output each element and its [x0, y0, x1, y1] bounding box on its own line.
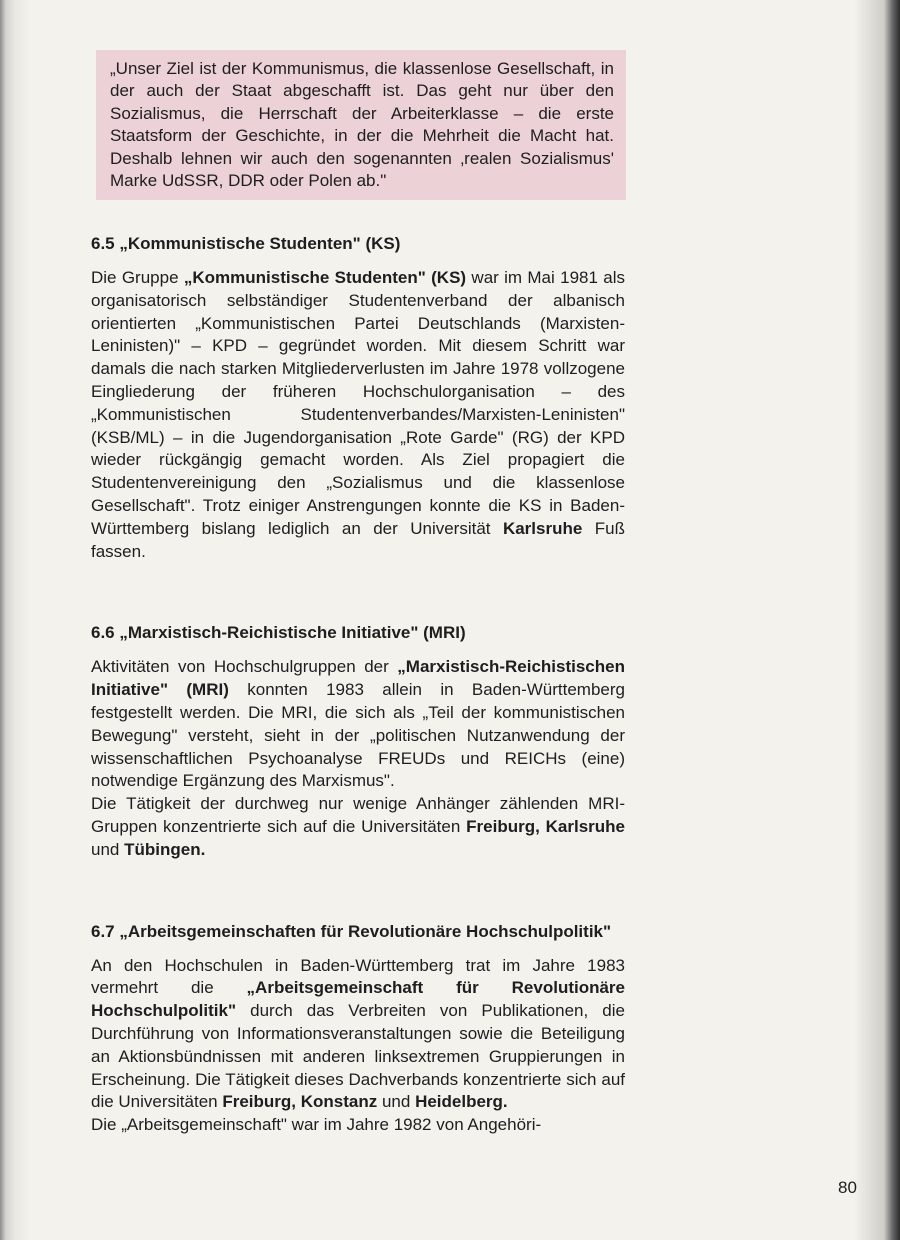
section-heading-6-7: 6.7 „Arbeitsgemeinschaften für Revolutionäre Hochschulpolitik"	[91, 921, 612, 941]
section-6-5	[91, 232, 625, 563]
section-6-7-paragraph-2: Die „Arbeitsgemeinschaft" war im Jahre 1982 von Angehöri-	[91, 1115, 542, 1135]
section-6-7	[91, 920, 625, 1137]
highlighted-quote-box	[96, 50, 626, 200]
section-heading-6-5: 6.5 „Kommunistische Studenten" (KS)	[91, 234, 401, 253]
section-6-5-paragraph: Die Gruppe „Kommunistische Studenten" (KS) war im Mai 1981 als organisatorisch selbständiger Studentenverband der albanisch orientierten „Kommunistischen Partei Deutschlands (Marxisten-Leninisten)" – KPD – gegründet worden. Mit diesem Schritt war damals die nach starken Mitgliederverlusten im Jahre 1978 vollzogene Eingliederung der früheren Hochschulorganisation – des „Kommunistischen Studentenverbandes/Marxisten-Leninisten" (KSB/ML) – in die Jugendorganisation „Rote Garde" (RG) der KPD wieder rückgängig gemacht worden. Als Ziel propagiert die Studentenvereinigung den „Sozialismus und die klassenlose Gesellschaft". Trotz einiger Anstrengungen konnte die KS in Baden-Württemberg bislang lediglich an der Universität Karlsruhe Fuß fassen.	[91, 268, 625, 561]
section-6-6-paragraph-2: Die Tätigkeit der durchweg nur wenige Anhänger zählenden MRI-Gruppen konzentrierte sich auf die Universitäten Freiburg, Karlsruhe und Tübingen.	[91, 794, 625, 859]
section-6-6	[91, 621, 625, 861]
page-gutter-shadow	[0, 0, 30, 1240]
section-6-6-paragraph-1: Aktivitäten von Hochschulgruppen der „Marxistisch-Reichistischen Initiative" (MRI) konnten 1983 allein in Baden-Württemberg festgestellt werden. Die MRI, die sich als „Teil der kommunistischen Bewegung" versteht, sieht in der „politischen Nutzanwendung der wissenschaftlichen Psychoanalyse FREUDs und REICHs (eine) notwendige Ergänzung des Marxismus".	[91, 657, 625, 791]
page-number: 80	[838, 1178, 857, 1197]
page-edge-shadow	[854, 0, 900, 1240]
quote-text: „Unser Ziel ist der Kommunismus, die klassenlose Gesellschaft, in der auch der Staat abgeschafft ist. Das geht nur über den Sozialismus, die Herrschaft der Arbeiterklasse – die erste Staatsform der Geschichte, in der die Mehrheit die Macht hat. Deshalb lehnen wir auch den sogenannten ‚realen Sozialismus' Marke UdSSR, DDR oder Polen ab."	[110, 59, 614, 191]
main-text-column	[91, 232, 625, 1137]
section-heading-6-6: 6.6 „Marxistisch-Reichistische Initiative" (MRI)	[91, 623, 466, 643]
section-6-7-paragraph-1: An den Hochschulen in Baden-Württemberg trat im Jahre 1983 vermehrt die „Arbeitsgemeinschaft für Revolutionäre Hochschulpolitik" durch das Verbreiten von Publikationen, die Durchführung von Informationsveranstaltungen sowie die Beteiligung an Aktionsbündnissen mit anderen linksextremen Gruppierungen in Erscheinung. Die Tätigkeit dieses Dachverbands konzentrierte sich auf die Universitäten Freiburg, Konstanz und Heidelberg.	[91, 955, 626, 1112]
